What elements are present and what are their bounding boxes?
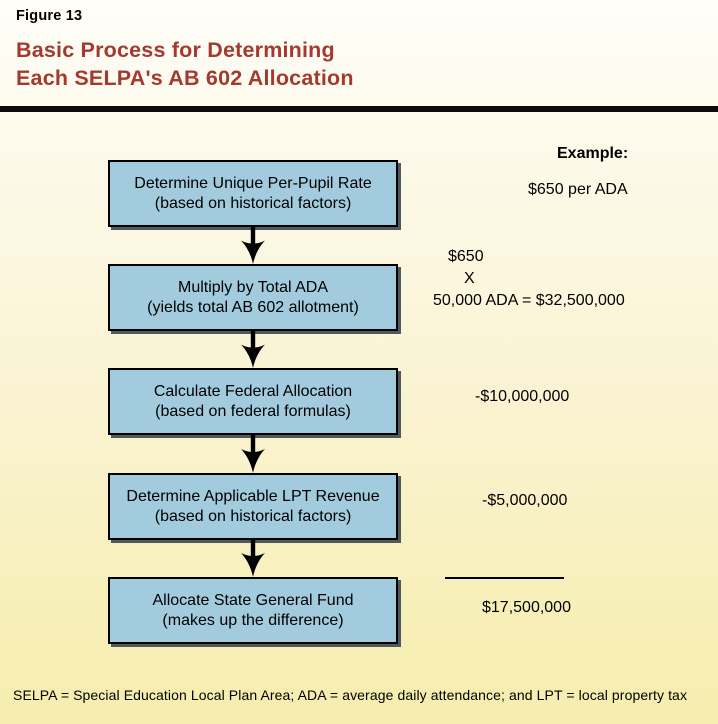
figure-number-label: Figure 13 (16, 8, 83, 24)
flow-box-line1: Determine Applicable LPT Revenue (126, 487, 380, 505)
figure-title-line2: Each SELPA's AB 602 Allocation (16, 66, 354, 90)
flow-box-line2: (yields total AB 602 allotment) (147, 298, 359, 316)
example-multiplication-result: 50,000 ADA = $32,500,000 (433, 292, 625, 309)
flow-box-lpt-revenue (108, 473, 398, 540)
flow-box-federal-allocation (108, 368, 398, 435)
down-arrow-icon (239, 539, 267, 577)
down-arrow-icon (239, 435, 267, 473)
down-arrow-icon (239, 227, 267, 264)
flow-box-line2: (based on federal formulas) (155, 402, 351, 420)
flow-box-line1: Multiply by Total ADA (178, 278, 328, 296)
multiplication-sign: X (464, 270, 475, 287)
abbreviation-footnote: SELPA = Special Education Local Plan Area; ADA = average daily attendance; and LPT = local property tax (13, 687, 688, 703)
flow-box-line1: Calculate Federal Allocation (153, 382, 353, 400)
header-divider-rule (0, 106, 718, 112)
example-state-general-fund: $17,500,000 (482, 599, 571, 616)
sum-underline (445, 577, 564, 579)
example-multiplication (433, 246, 625, 312)
down-arrow-icon (239, 331, 267, 368)
example-heading: Example: (557, 145, 629, 162)
flow-box-multiply-ada (108, 264, 398, 331)
example-federal-allocation: -$10,000,000 (475, 388, 570, 405)
flow-box-line1: Allocate State General Fund (152, 591, 354, 609)
flow-box-line2: (makes up the difference) (162, 611, 344, 629)
flow-box-line2: (based on historical factors) (154, 194, 352, 212)
flow-box-per-pupil-rate (108, 160, 398, 227)
figure-title-line1: Basic Process for Determining (16, 38, 335, 62)
flow-box-line2: (based on historical factors) (154, 507, 352, 525)
example-per-pupil-rate: $650 per ADA (528, 181, 628, 198)
figure-title (16, 36, 354, 92)
example-multiplication-rate: $650 (448, 248, 484, 265)
flow-box-state-general-fund (108, 577, 398, 644)
example-lpt-revenue: -$5,000,000 (482, 492, 568, 509)
flow-box-line1: Determine Unique Per-Pupil Rate (134, 174, 372, 192)
